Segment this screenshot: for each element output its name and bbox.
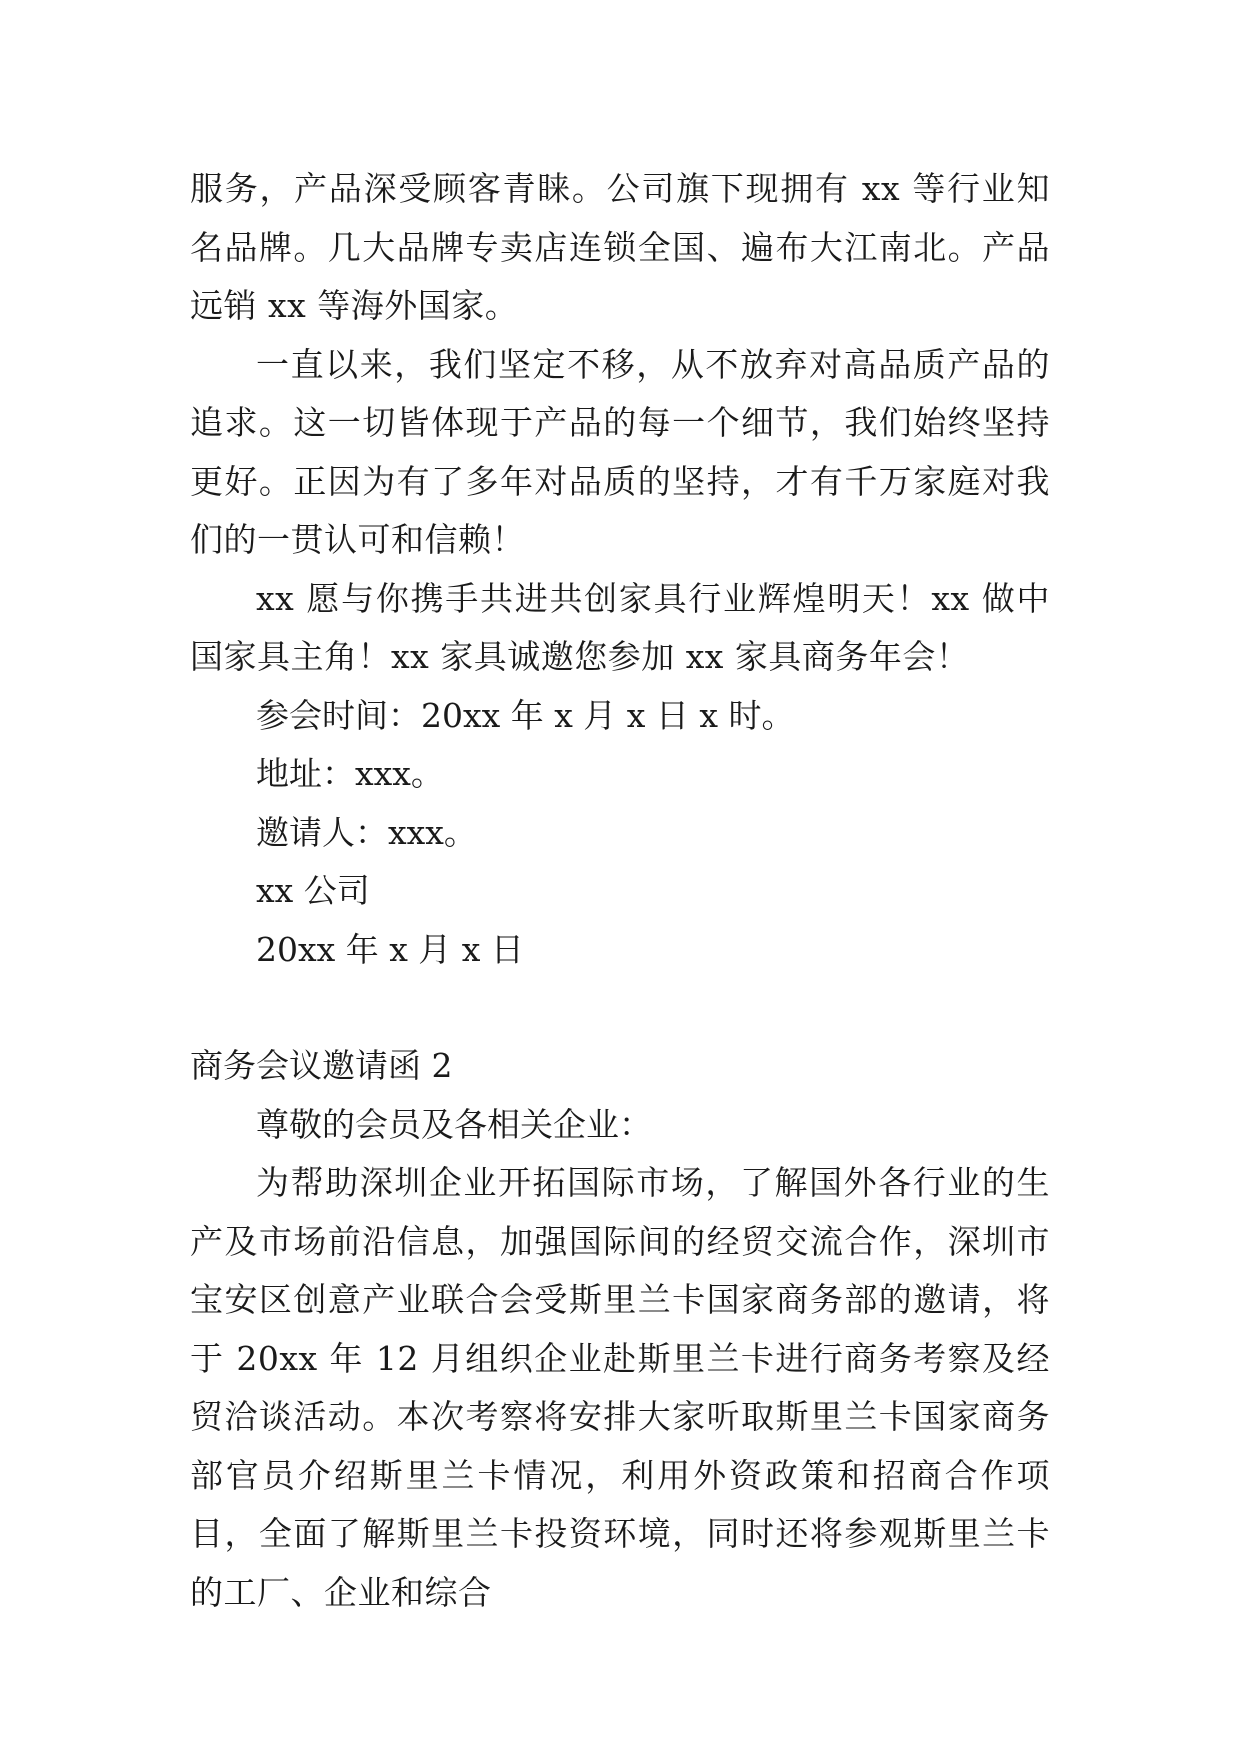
signature-company: xx 公司 — [256, 871, 370, 910]
section-2-salutation: 尊敬的会员及各相关企业： — [256, 1104, 652, 1144]
meeting-time: 参会时间：20xx 年 x 月 x 日 x 时。 — [256, 695, 795, 735]
invitation-paragraph: xx 愿与你携手共进共创家具行业辉煌明天！xx 做中国家具主角！xx 家具诚邀您参加 xx 家具商务年会！ — [190, 578, 1050, 676]
section-2-title: 商务会议邀请函 2 — [190, 1046, 453, 1085]
document-body — [190, 160, 1050, 1622]
continued-paragraph: 服务，产品深受顾客青睐。公司旗下现拥有 xx 等行业知名品牌。几大品牌专卖店连锁全国、遍布大江南北。产品远销 xx 等海外国家。 — [190, 169, 1050, 325]
signature-date: 20xx 年 x 月 x 日 — [256, 929, 524, 969]
section-2-paragraph: 为帮助深圳企业开拓国际市场，了解国外各行业的生产及市场前沿信息，加强国际间的经贸交流合作，深圳市宝安区创意产业联合会受斯里兰卡国家商务部的邀请，将于 20xx 年 12 月组织企业赴斯里兰卡进行商务考察及经贸洽谈活动。本次考察将安排大家听取斯里兰卡国家商务部官员介绍斯里兰卡情况，利用外资政策和招商合作项目，全面了解斯里兰卡投资环境，同时还将参观斯里兰卡的工厂、企业和综合 — [190, 1163, 1050, 1612]
inviter: 邀请人：xxx。 — [256, 812, 477, 852]
quality-paragraph: 一直以来，我们坚定不移，从不放弃对高品质产品的追求。这一切皆体现于产品的每一个细节，我们始终坚持更好。正因为有了多年对品质的坚持，才有千万家庭对我们的一贯认可和信赖！ — [190, 344, 1050, 559]
meeting-address: 地址：xxx。 — [256, 754, 444, 793]
